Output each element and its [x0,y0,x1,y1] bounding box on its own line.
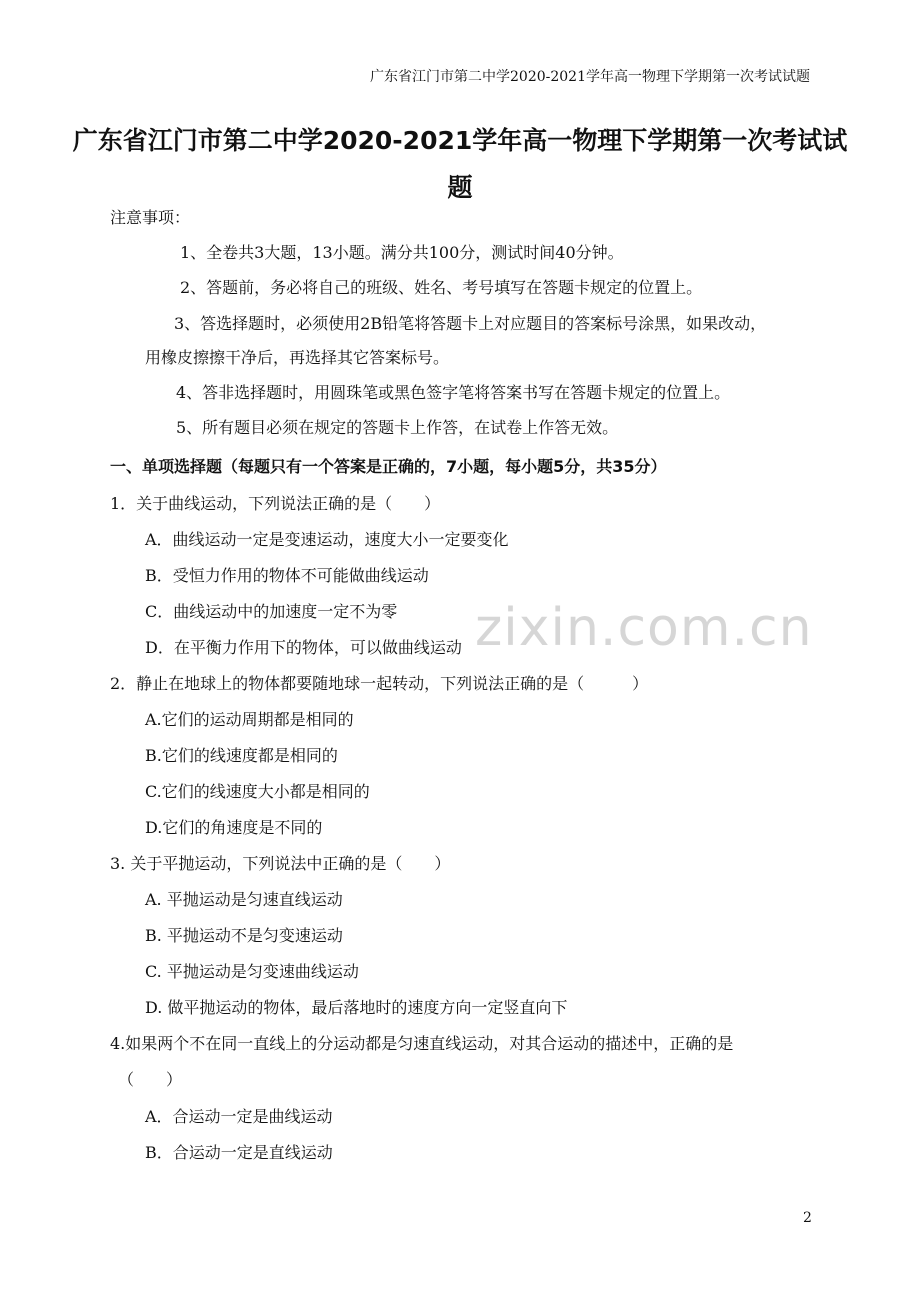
question-option: C. 平抛运动是匀变速曲线运动 [145,962,359,981]
question-option: A．合运动一定是曲线运动 [145,1107,333,1126]
page-title-continued: 题 [447,173,473,202]
notice-item-continued: 用橡皮擦擦干净后，再选择其它答案标号。 [145,348,450,367]
page-number: 2 [803,1210,812,1226]
notice-item: 5、所有题目必须在规定的答题卡上作答，在试卷上作答无效。 [176,418,619,437]
question-option: A.它们的运动周期都是相同的 [145,710,354,729]
question-stem: 1．关于曲线运动，下列说法正确的是（ ） [110,494,441,513]
running-header: 广东省江门市第二中学2020-2021学年高一物理下学期第一次考试试题 [370,69,810,85]
question-option: A. 平抛运动是匀速直线运动 [145,890,343,909]
question-option: B. 平抛运动不是匀变速运动 [145,926,343,945]
notice-item: 2、答题前，务必将自己的班级、姓名、考号填写在答题卡规定的位置上。 [180,278,703,297]
watermark: zixin.com.cn [475,598,813,658]
question-option: D.它们的角速度是不同的 [145,818,323,837]
notice-item: 4、答非选择题时，用圆珠笔或黑色签字笔将答案书写在答题卡规定的位置上。 [176,383,731,402]
question-option: B．受恒力作用的物体不可能做曲线运动 [145,566,429,585]
question-option: A．曲线运动一定是变速运动，速度大小一定要变化 [145,530,509,549]
question-option: C．曲线运动中的加速度一定不为零 [145,602,398,621]
question-option: D．在平衡力作用下的物体，可以做曲线运动 [145,638,462,657]
page-title: 广东省江门市第二中学2020-2021学年高一物理下学期第一次考试试 [72,126,848,155]
question-stem-continued: （ ） [118,1070,183,1089]
question-option: C.它们的线速度大小都是相同的 [145,782,370,801]
notice-item: 3、答选择题时，必须使用2B铅笔将答题卡上对应题目的答案标号涂黑，如果改动， [174,314,767,333]
section-heading: 一、单项选择题（每题只有一个答案是正确的，7小题，每小题5分，共35分） [110,457,667,476]
question-stem: 4.如果两个不在同一直线上的分运动都是匀速直线运动，对其合运动的描述中，正确的是 [110,1034,734,1053]
notice-item: 1、全卷共3大题，13小题。满分共100分，测试时间40分钟。 [180,243,624,262]
question-stem: 2．静止在地球上的物体都要随地球一起转动，下列说法正确的是（ ） [110,674,649,693]
question-option: B.它们的线速度都是相同的 [145,746,338,765]
question-option: D. 做平抛运动的物体，最后落地时的速度方向一定竖直向下 [145,998,568,1017]
question-option: B．合运动一定是直线运动 [145,1143,333,1162]
question-stem: 3. 关于平抛运动，下列说法中正确的是（ ） [110,854,451,873]
notice-heading: 注意事项： [110,208,191,227]
